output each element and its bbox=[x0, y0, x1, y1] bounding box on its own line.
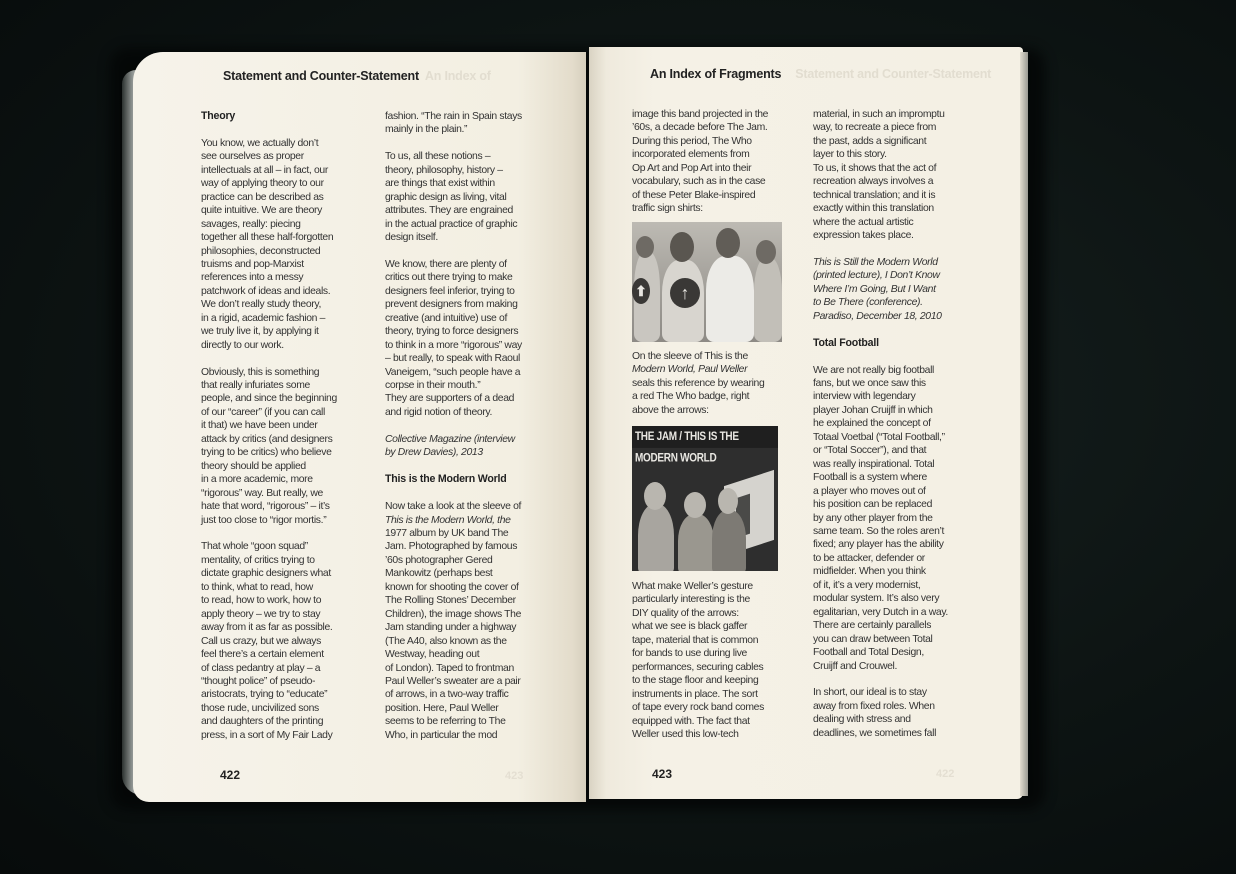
page-number-423: 423 bbox=[652, 767, 673, 781]
left-page bbox=[133, 52, 586, 802]
paragraph: Now take a look at the sleeve of This is the Modern World, the 1977 album by UK band The Jam. Photographed by famous ’60s photographer Gered Mankowitz (perhaps best known for shooting the cover of The Rolling Stones’ December Children), the image shows The Jam standing under a highway (The A40, also known as the Westway, heading out of London). Taped to frontman Paul Weller’s sweater are a pair of arrows, in a two-way traffic position. Here, Paul Weller seems to be referring to The Who, in particular the mod bbox=[385, 501, 522, 741]
album-cover-title: THE JAM / THIS IS THE MODERN WORLD bbox=[632, 426, 778, 448]
paragraph: What make Weller’s gesture particularly interesting is the DIY quality of the arrows: what we see is black gaffer tape, material that is common for bands to use during live performances, securing cables to the stage floor and keeping instruments in place. The sort of tape every rock band comes equipped with. The fact that Weller used this low-tech bbox=[632, 581, 764, 740]
page-number-422: 422 bbox=[220, 768, 241, 782]
paragraph: To us, all these notions – theory, philosophy, history – are things that exist within graphic design as living, vital attributes. They are engrained in the actual practice of graphic design itself. bbox=[385, 151, 518, 244]
arrow-sign-icon: ⬆ bbox=[632, 278, 650, 304]
right-column-2 bbox=[813, 108, 983, 754]
section-heading-modern-world: This is the Modern World bbox=[385, 473, 507, 486]
paragraph: You know, we actually don’t see ourselves as proper intellectuals at all – in fact, our way of applying theory to our practice can be described as quite intuitive. We are theory savages, really: piecing together all these half-forgotten philosophies, deconstructed truisms and pop-Marxist references into a messy patchwork of ideas and ideals. We don’t really study theory, in a rigid, academic fashion – we truly live it, by applying it directly to our work. bbox=[201, 137, 334, 351]
head bbox=[718, 488, 738, 514]
paragraph: That whole “goon squad” mentality, of critics trying to dictate graphic designers what to think, what to read, how to read, how to work, how to apply theory – we try to stay away from it as far as possible. Call us crazy, but we always feel there’s a certain element of class pedantry at play – a “thought police” of pseudo- aristocrats, trying to “educate” those rude, uncivilized sons and daughters of the printing press, in a sort of My Fair Lady bbox=[201, 541, 333, 741]
figure bbox=[638, 504, 674, 571]
figure bbox=[712, 510, 746, 571]
paragraph: image this band projected in the ’60s, a decade before The Jam. During this period, The Who incorporated elements from Op Art and Pop Art into their vocabulary, such as in the case of these Peter Blake-inspired traffic sign shirts: bbox=[632, 109, 769, 215]
section-heading-theory: Theory bbox=[201, 110, 236, 122]
paragraph: We are not really big football fans, but we once saw this interview with legendary player Johan Cruijff in which he explained the concept of Totaal Voetbal (“Total Football,” or “Total Soccer”), and that was really inspirational. Total Football is a system where a player who moves out of his position can be replaced by any other player from the same team. So the roles aren’t fixed; any player has the ability to be attacker, defender or midfielder. When you think of it, it’s a very modernist, modular system. It’s also very egalitarian, very Dutch in a way. There are certainly parallels you can draw between Total Football and Total Design, Cruijff and Crouwel. bbox=[813, 364, 948, 672]
head bbox=[644, 482, 666, 510]
paragraph: We know, there are plenty of critics out there trying to make designers feel inferior, trying to prevent designers from making creative (and intuitive) use of theory, trying to force designers to think in a more “rigorous” way – but really, to speak with Raoul Vaneigem, “such people have a corpse in their mouth.” They are supporters of a dead and rigid notion of theory. bbox=[385, 258, 522, 418]
right-column-1-body bbox=[632, 580, 797, 755]
head bbox=[684, 492, 706, 518]
section-heading-total-football: Total Football bbox=[813, 336, 879, 349]
paragraph: In short, our ideal is to stay away from fixed roles. When dealing with stress and deadlines, we sometimes fall bbox=[813, 687, 937, 739]
album-cover-this-is-the-modern-world bbox=[632, 426, 778, 571]
head bbox=[670, 232, 694, 262]
photo-caption-1: On the sleeve of This is the Modern World, Paul Weller seals this reference by wearing a red The Who badge, right above the arrows: bbox=[632, 351, 765, 416]
running-head-text: Statement and Counter-Statement bbox=[223, 69, 419, 83]
head bbox=[756, 240, 776, 264]
show-through-text: An Index of bbox=[424, 69, 491, 83]
photo-the-who-arrow-shirts bbox=[632, 222, 782, 342]
right-page bbox=[589, 47, 1023, 799]
head bbox=[716, 228, 740, 258]
figure bbox=[706, 256, 754, 342]
figure bbox=[678, 514, 714, 571]
head bbox=[636, 236, 654, 258]
source-citation: Collective Magazine (interview by Drew Davies), 2013 bbox=[385, 433, 515, 459]
right-running-head bbox=[650, 67, 991, 81]
source-citation: This is Still the Modern World (printed lecture), I Don’t Know Where I’m Going, But I Want to Be There (conference). Paradiso, December 18, 2010 bbox=[813, 256, 942, 322]
running-head-text: An Index of Fragments bbox=[650, 67, 782, 81]
show-through-text: Statement and Counter-Statement bbox=[795, 67, 992, 81]
figure bbox=[754, 258, 782, 342]
paragraph: fashion. “The rain in Spain stays mainly in the plain.” bbox=[385, 111, 522, 136]
arrow-sign-icon: ↑ bbox=[670, 278, 700, 308]
right-column-1 bbox=[632, 108, 797, 229]
show-through-page-number: 423 bbox=[505, 770, 524, 782]
show-through-page-number: 422 bbox=[936, 768, 955, 780]
paragraph: Obviously, this is something that really infuriates some people, and since the beginning of our “career” (if you can call it that) we have been under attack by critics (and designers trying to be critics) who believe theory should be applied in a more academic, more “rigorous” way. But really, we hate that word, “rigorous” – it’s just too close to “rigor mortis.” bbox=[201, 366, 337, 526]
left-running-head bbox=[223, 69, 491, 83]
left-column-1 bbox=[201, 110, 371, 756]
paragraph: material, in such an impromptu way, to recreate a piece from the past, adds a significant layer to this story. To us, it shows that the act of recreation always involves a technical translation; and it is exactly within this translation where the actual artistic expression takes place. bbox=[813, 109, 945, 242]
left-column-2 bbox=[385, 110, 555, 756]
page-stack-right-edge bbox=[1020, 52, 1028, 796]
